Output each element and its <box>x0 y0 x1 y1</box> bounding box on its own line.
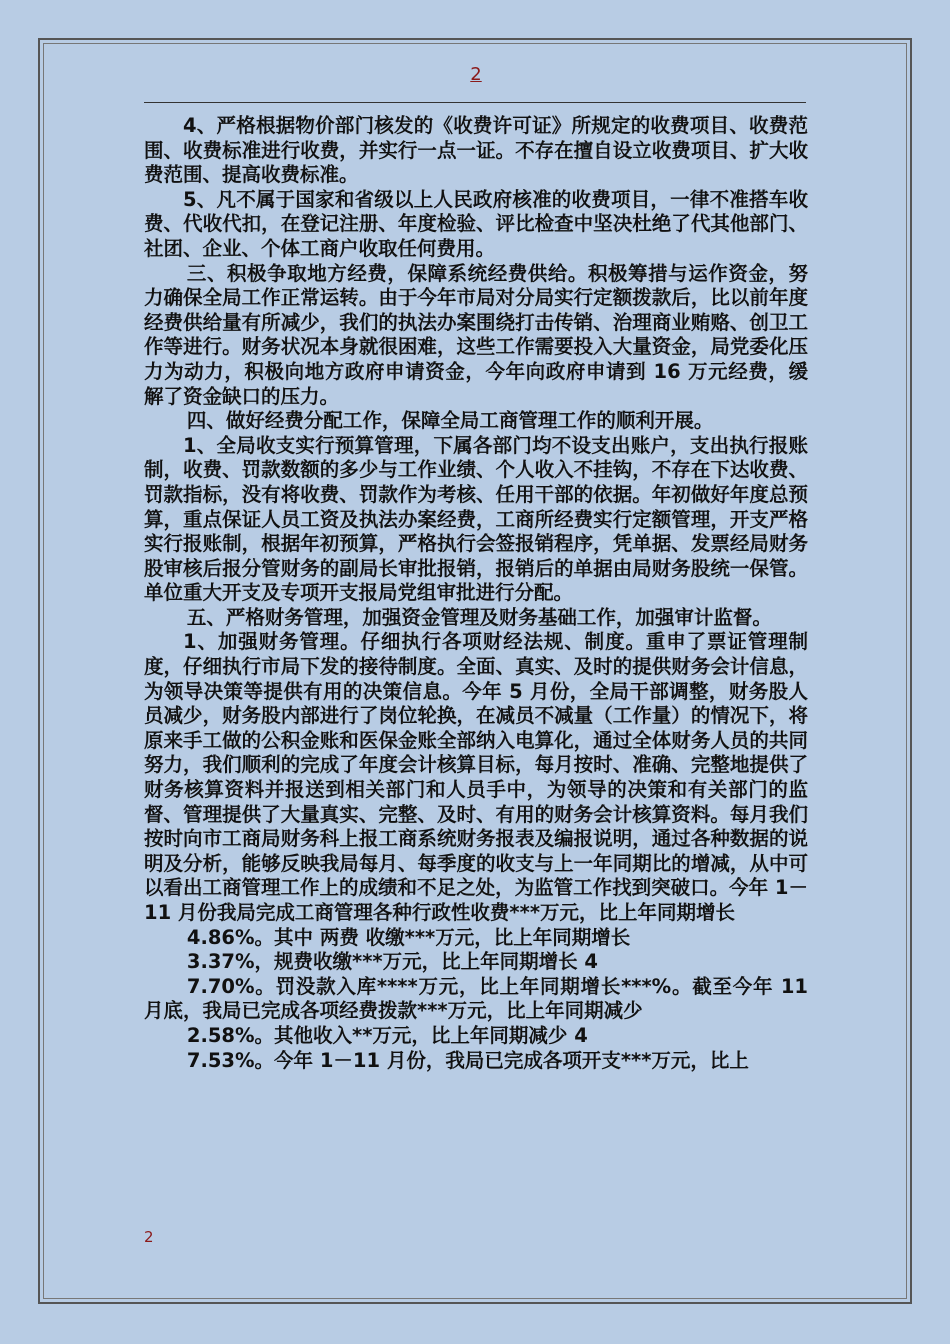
revenue-line-4: 2.58%。其他收入**万元，比上年同期减少 4 <box>186 1023 588 1047</box>
header-page-number: 2 <box>470 64 482 85</box>
footer-page-number: 2 <box>144 1228 154 1246</box>
paragraph-item-5: 5、凡不属于国家和省级以上人民政府核准的收费项目，一律不准搭车收费、代收代扣，在登记注册、年度检验、评比检查中坚决杜绝了代其他部门、社团、企业、个体工商户收取任何费用。 <box>144 187 808 260</box>
section-five-heading: 五、严格财务管理，加强资金管理及财务基础工作，加强审计监督。 <box>186 605 772 629</box>
document-body <box>144 114 808 1073</box>
section-four-heading: 四、做好经费分配工作，保障全局工商管理工作的顺利开展。 <box>186 409 714 433</box>
section-four-item-1: 1、全局收支实行预算管理，下属各部门均不设支出账户，支出执行报账制，收费、罚款数额的多少与工作业绩、个人收入不挂钩，不存在下达收费、罚款指标，没有将收费、罚款作为考核、任用干部的依据。年初做好年度总预算，重点保证人员工资及执法办案经费，工商所经费实行定额管理，开支严格实行报账制，根据年初预算，严格执行会签报销程序，凭单据、发票经局财务股审核后报分管财务的副局长审批报销，报销后的单据由局财务股统一保管。单位重大开支及专项开支报局党组审批进行分配。 <box>144 433 808 605</box>
expense-line: 7.53%。今年 1－11 月份，我局已完成各项开支***万元，比上 <box>186 1048 749 1072</box>
revenue-line-1: 4.86%。其中 两费 收缴***万元，比上年同期增长 <box>186 925 631 949</box>
section-five-item-1: 1、加强财务管理。仔细执行各项财经法规、制度。重申了票证管理制度，仔细执行市局下发的接待制度。全面、真实、及时的提供财务会计信息，为领导决策等提供有用的决策信息。今年 5 月份，全局干部调整，财务股人员减少，财务股内部进行了岗位轮换，在减员不减量（工作量）的情况下，将原来手工做的公积金账和医保金账全部纳入电算化，通过全体财务人员的共同努力，我们顺利的完成了年度会计核算目标，每月按时、准确、完整地提供了财务核算资料并报送到相关部门和人员手中，为领导的决策和有关部门的监督、管理提供了大量真实、完整、及时、有用的财务会计核算资料。每月我们按时向市工商局财务科上报工商系统财务报表及编报说明，通过各种数据的说明及分析，能够反映我局每月、每季度的收支与上一年同期比的增减，从中可以看出工商管理工作上的成绩和不足之处，为监管工作找到突破口。今年 1－11 月份我局完成工商管理各种行政性收费***万元，比上年同期增长 <box>144 630 808 924</box>
revenue-line-2: 3.37%，规费收缴***万元，比上年同期增长 4 <box>186 950 598 974</box>
revenue-line-3: 7.70%。罚没款入库****万元，比上年同期增长***%。截至今年 11 月底，我局已完成各项经费拨款***万元，比上年同期减少 <box>144 974 808 1023</box>
header-divider <box>144 102 806 103</box>
paragraph-item-4: 4、严格根据物价部门核发的《收费许可证》所规定的收费项目、收费范围、收费标准进行收费，并实行一点一证。不存在擅自设立收费项目、扩大收费范围、提高收费标准。 <box>144 114 808 187</box>
section-three-paragraph: 三、积极争取地方经费，保障系统经费供给。积极筹措与运作资金，努力确保全局工作正常运转。由于今年市局对分局实行定额拨款后，比以前年度经费供给量有所减少，我们的执法办案围绕打击传销、治理商业贿赂、创卫工作等进行。财务状况本身就很困难，这些工作需要投入大量资金，局党委化压力为动力，积极向地方政府申请资金，今年向政府申请到 16 万元经费，缓解了资金缺口的压力。 <box>144 261 808 408</box>
